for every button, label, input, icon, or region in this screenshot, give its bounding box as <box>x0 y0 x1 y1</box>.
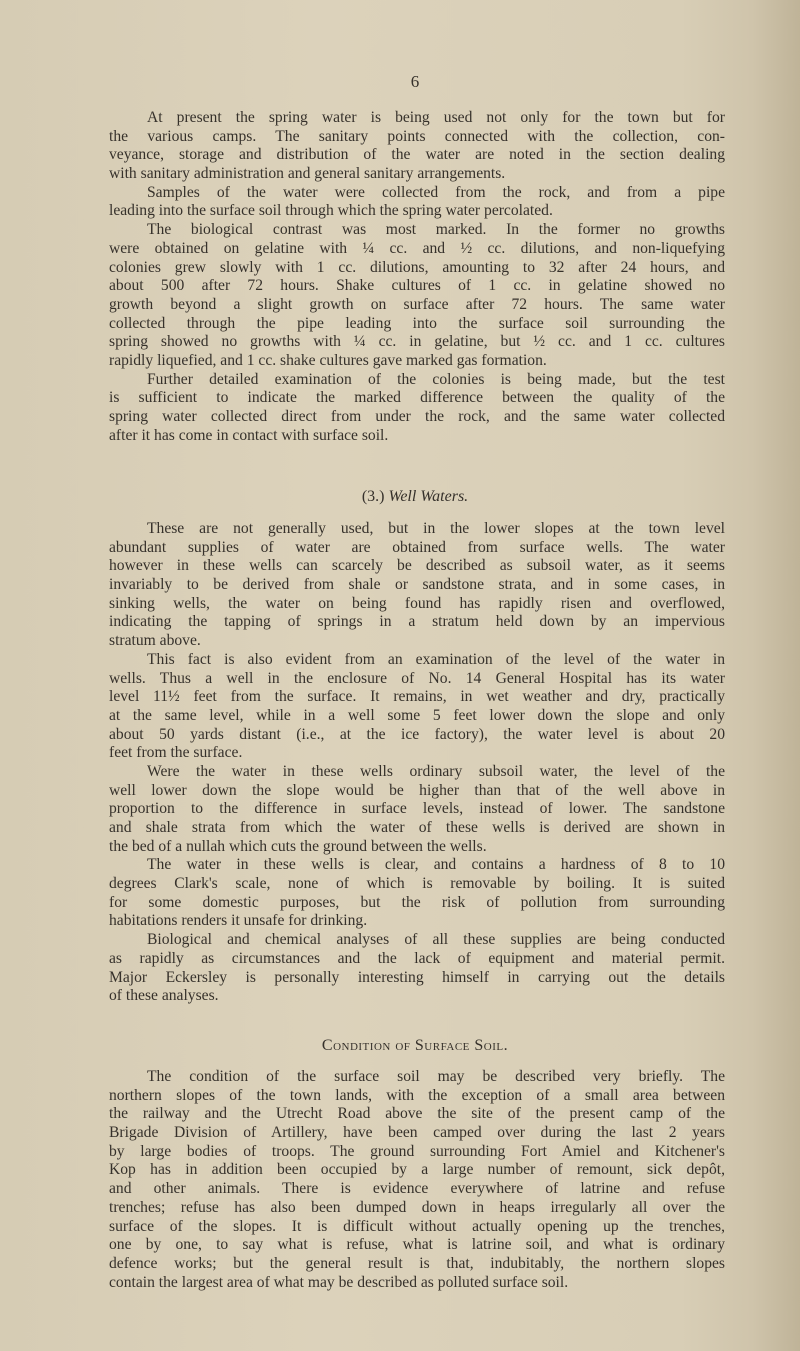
heading-well-waters <box>0 488 800 506</box>
text-line: level 11½ feet from the surface. It remains, in wet weather and dry, practically <box>109 688 725 706</box>
text-line: Samples of the water were collected from the rock, and from a pipe <box>147 183 725 201</box>
heading-number: (3.) <box>361 488 385 505</box>
text-line: Brigade Division of Artillery, have been camped over during the last 2 years <box>109 1124 725 1142</box>
text-line: surface of the slopes. It is difficult without actually opening up the trenches, <box>109 1217 725 1235</box>
text-line: The biological contrast was most marked. In the former no growths <box>147 221 725 239</box>
text-line: for some domestic purposes, but the risk of pollution from surrounding <box>109 893 725 911</box>
text-line: defence works; but the general result is that, indubitably, the northern slopes <box>109 1254 725 1272</box>
text-line: indicating the tapping of springs in a stratum held down by an impervious <box>109 613 725 631</box>
text-line: invariably to be derived from shale or sandstone strata, and in some cases, in <box>109 576 725 594</box>
text-line: one by one, to say what is refuse, what is latrine soil, and what is ordinary <box>109 1236 725 1254</box>
text-line: the bed of a nullah which cuts the ground between the wells. <box>109 837 487 855</box>
paragraph <box>109 371 725 446</box>
text-line: These are not generally used, but in the lower slopes at the town level <box>147 520 725 537</box>
text-line: stratum above. <box>109 632 201 650</box>
text-line: Major Eckersley is personally interesting himself in carrying out the details <box>109 968 725 986</box>
text-line: at the same level, while in a well some 5 feet lower down the slope and only <box>109 706 725 724</box>
text-line: spring water collected direct from under the rock, and the same water collected <box>109 408 725 425</box>
text-line: degrees Clark's scale, none of which is removable by boiling. It is suited <box>109 875 725 893</box>
text-line: The condition of the surface soil may be described very briefly. The <box>147 1068 725 1085</box>
text-line: feet from the surface. <box>109 744 243 762</box>
section-well-waters <box>109 520 725 1006</box>
paragraph <box>109 1068 725 1292</box>
paragraph <box>109 856 725 931</box>
heading-title: Well Waters. <box>388 488 469 505</box>
text-line: about 500 after 72 hours. Shake cultures of 1 cc. in gelatine showed no <box>109 277 725 295</box>
text-line: and shale strata from which the water of these wells is derived are shown in <box>109 819 725 836</box>
text-line: northern slopes of the town lands, with the exception of a small area between <box>109 1086 725 1104</box>
text-line: Further detailed examination of the colonies is being made, but the test <box>147 370 725 388</box>
text-line: well lower down the slope would be higher than that of the well above in <box>109 781 725 799</box>
text-line: trenches; refuse has also been dumped down in heaps irregularly all over the <box>109 1198 725 1216</box>
text-line: Were the water in these wells ordinary subsoil water, the level of the <box>147 762 725 780</box>
text-line: wells. Thus a well in the enclosure of No. 14 General Hospital has its water <box>109 669 725 687</box>
text-line: growth beyond a slight growth on surface after 72 hours. The same water <box>109 295 725 313</box>
text-line: The water in these wells is clear, and contains a hardness of 8 to 10 <box>147 856 725 874</box>
text-line: rapidly liquefied, and 1 cc. shake cultures gave marked gas formation. <box>109 351 547 369</box>
text-line: of these analyses. <box>109 987 219 1005</box>
text-line: about 50 yards distant (i.e., at the ice factory), the water level is about 20 <box>109 725 725 743</box>
text-line: At present the spring water is being used not only for the town but for <box>147 109 725 126</box>
text-line: spring showed no growths with ¼ cc. in gelatine, but ½ cc. and 1 cc. cultures <box>109 333 725 351</box>
paragraph <box>109 184 725 221</box>
text-line: is sufficient to indicate the marked difference between the quality of the <box>109 389 725 407</box>
text-line: the railway and the Utrecht Road above the site of the present camp of the <box>109 1105 725 1123</box>
page-number: 6 <box>410 72 420 91</box>
text-line: proportion to the difference in surface levels, instead of lower. The sandstone <box>109 800 725 818</box>
paragraph <box>109 651 725 763</box>
text-line: leading into the surface soil through which the spring water percolated. <box>109 202 553 220</box>
text-line: abundant supplies of water are obtained from surface wells. The water <box>109 538 725 556</box>
section-spring-water <box>109 109 725 445</box>
paragraph <box>109 520 725 651</box>
text-line: habitations renders it unsafe for drinking. <box>109 912 368 930</box>
heading-condition-of-surface-soil: Condition of Surface Soil. <box>321 1037 509 1054</box>
text-line: Kop has in addition been occupied by a large number of remount, sick depôt, <box>109 1161 725 1179</box>
text-line: by large bodies of troops. The ground surrounding Fort Amiel and Kitchener's <box>109 1142 725 1160</box>
paragraph <box>109 221 725 371</box>
text-line: after it has come in contact with surface soil. <box>109 426 389 444</box>
paragraph <box>109 109 725 184</box>
text-line: Biological and chemical analyses of all these supplies are being conducted <box>147 931 725 949</box>
text-line: however in these wells can scarcely be described as subsoil water, as it seems <box>109 557 725 575</box>
text-line: collected through the pipe leading into the surface soil surrounding the <box>109 314 725 332</box>
text-line: This fact is also evident from an examination of the level of the water in <box>147 650 725 668</box>
text-line: veyance, storage and distribution of the water are noted in the section dealing <box>109 146 725 164</box>
text-line: were obtained on gelatine with ¼ cc. and ½ cc. dilutions, and non-liquefying <box>109 239 725 257</box>
section-surface-soil <box>109 1068 725 1292</box>
text-line: colonies grew slowly with 1 cc. dilutions, amounting to 32 after 24 hours, and <box>109 258 725 276</box>
text-line: contain the largest area of what may be described as polluted surface soil. <box>109 1273 569 1291</box>
paragraph <box>109 931 725 1006</box>
text-line: and other animals. There is evidence everywhere of latrine and refuse <box>109 1180 725 1198</box>
text-line: with sanitary administration and general sanitary arrangements. <box>109 165 506 183</box>
paragraph <box>109 763 725 856</box>
text-line: the various camps. The sanitary points connected with the collection, con- <box>109 127 725 145</box>
text-line: sinking wells, the water on being found has rapidly risen and overflowed, <box>109 594 725 612</box>
text-line: as rapidly as circumstances and the lack of equipment and material permit. <box>109 949 725 967</box>
